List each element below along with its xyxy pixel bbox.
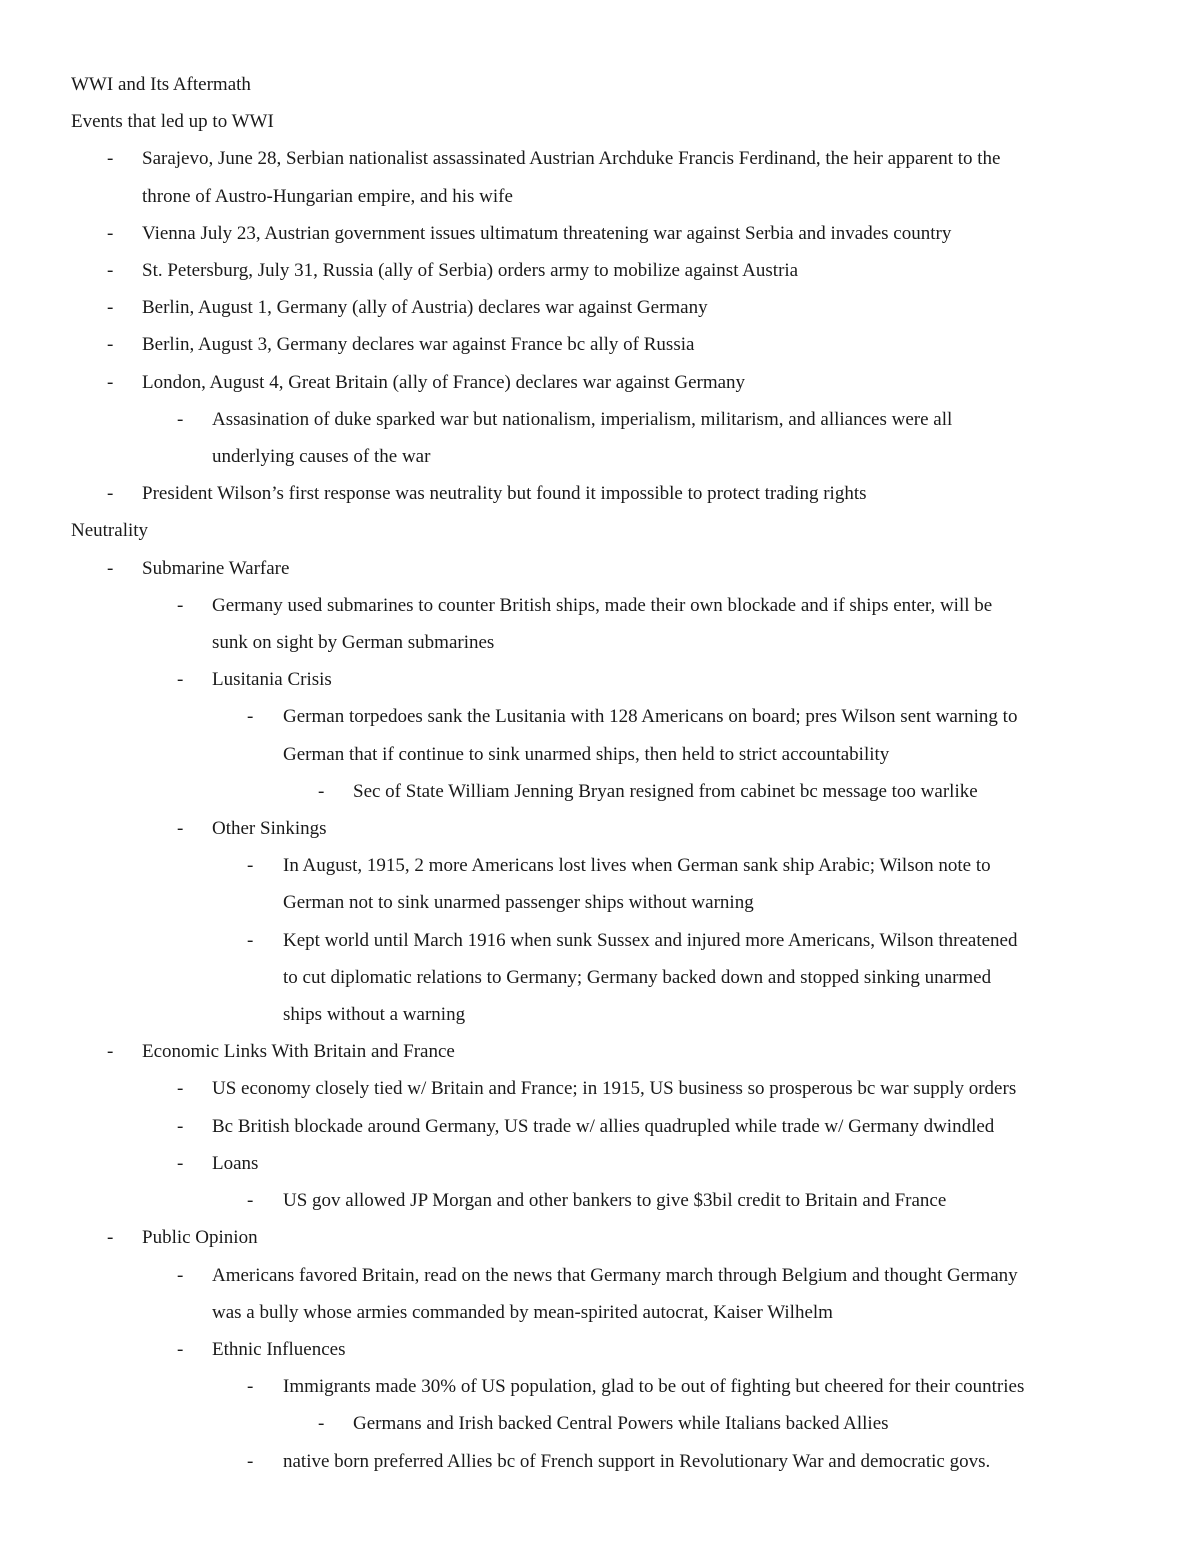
bullet-dash: - — [177, 408, 184, 430]
list-item-text: US economy closely tied w/ Britain and France; in 1915, US business so prosperous bc war supply orders — [212, 1078, 1017, 1100]
list-item-text: German torpedoes sank the Lusitania with 128 Americans on board; pres Wilson sent warning to — [283, 706, 1018, 728]
list-item-text: St. Petersburg, July 31, Russia (ally of Serbia) orders army to mobilize against Austria — [142, 260, 799, 282]
list-item-text: to cut diplomatic relations to Germany; Germany backed down and stopped sinking unarmed — [283, 966, 992, 988]
list-item — [71, 1443, 1140, 1480]
bullet-dash: - — [107, 222, 114, 244]
bullet-dash: - — [107, 557, 114, 579]
bullet-dash: - — [107, 148, 114, 170]
list-item-text: throne of Austro-Hungarian empire, and his wife — [142, 185, 513, 207]
list-item — [71, 1405, 1140, 1442]
list-item — [71, 1257, 1140, 1294]
list-item — [71, 550, 1140, 587]
list-item — [71, 1145, 1140, 1182]
section-heading-neutrality: Neutrality — [71, 520, 149, 542]
list-item — [71, 661, 1140, 698]
list-item — [71, 1368, 1140, 1405]
list-item-text: Americans favored Britain, read on the news that Germany march through Belgium and thought Germany — [212, 1264, 1018, 1286]
list-item — [71, 1033, 1140, 1070]
list-item-text: German not to sink unarmed passenger ships without warning — [283, 892, 754, 914]
list-item-text: Public Opinion — [142, 1227, 258, 1249]
list-item — [71, 215, 1140, 252]
list-item-text: Vienna July 23, Austrian government issues ultimatum threatening war against Serbia and invades country — [142, 222, 952, 244]
list-item-continuation — [71, 736, 1140, 773]
bullet-dash: - — [177, 1152, 184, 1174]
list-item-text: Germans and Irish backed Central Powers while Italians backed Allies — [353, 1413, 889, 1435]
list-item — [71, 847, 1140, 884]
list-item — [71, 922, 1140, 959]
list-item-text: was a bully whose armies commanded by mean-spirited autocrat, Kaiser Wilhelm — [212, 1301, 833, 1323]
list-item — [71, 326, 1140, 363]
list-item-text: In August, 1915, 2 more Americans lost lives when German sank ship Arabic; Wilson note to — [283, 855, 991, 877]
bullet-dash: - — [177, 1264, 184, 1286]
list-item-text: underlying causes of the war — [212, 446, 431, 468]
bullet-dash: - — [107, 334, 114, 356]
list-item-continuation — [71, 959, 1140, 996]
list-item — [71, 698, 1140, 735]
list-item-text: Assasination of duke sparked war but nationalism, imperialism, militarism, and alliances were all — [212, 408, 953, 430]
list-item-text: Submarine Warfare — [142, 557, 290, 579]
list-item — [71, 475, 1140, 512]
section-heading-events: Events that led up to WWI — [71, 111, 274, 133]
list-item — [71, 364, 1140, 401]
bullet-dash: - — [107, 297, 114, 319]
list-item-continuation — [71, 996, 1140, 1033]
bullet-dash: - — [247, 1190, 254, 1212]
bullet-dash: - — [247, 929, 254, 951]
list-item — [71, 1219, 1140, 1256]
bullet-dash: - — [107, 483, 114, 505]
list-item-text: Germany used submarines to counter British ships, made their own blockade and if ships enter, will be — [212, 594, 993, 616]
list-item-text: Bc British blockade around Germany, US trade w/ allies quadrupled while trade w/ Germany dwindled — [212, 1115, 995, 1137]
list-item-text: Kept world until March 1916 when sunk Sussex and injured more Americans, Wilson threatened — [283, 929, 1018, 951]
bullet-dash: - — [247, 1450, 254, 1472]
list-item — [71, 1108, 1140, 1145]
list-item-continuation — [71, 1294, 1140, 1331]
list-item-text: Ethnic Influences — [212, 1338, 346, 1360]
list-item-text: Economic Links With Britain and France — [142, 1041, 455, 1063]
bullet-dash: - — [247, 706, 254, 728]
list-item — [71, 140, 1140, 177]
bullet-dash: - — [318, 1413, 325, 1435]
list-item-text: Sec of State William Jenning Bryan resigned from cabinet bc message too warlike — [353, 780, 978, 802]
list-item-text: Berlin, August 3, Germany declares war against France bc ally of Russia — [142, 334, 695, 356]
bullet-dash: - — [107, 1041, 114, 1063]
list-item-text: London, August 4, Great Britain (ally of France) declares war against Germany — [142, 371, 746, 393]
list-item-text: native born preferred Allies bc of French support in Revolutionary War and democratic govs. — [283, 1450, 991, 1472]
list-item — [71, 1331, 1140, 1368]
list-item-text: President Wilson’s first response was neutrality but found it impossible to protect trading rights — [142, 483, 867, 505]
doc-title: WWI and Its Aftermath — [71, 74, 251, 95]
list-item — [71, 401, 1140, 438]
list-item-continuation — [71, 178, 1140, 215]
list-item — [71, 1070, 1140, 1107]
list-item-continuation — [71, 438, 1140, 475]
bullet-dash: - — [177, 1078, 184, 1100]
list-item-continuation — [71, 624, 1140, 661]
bullet-dash: - — [177, 594, 184, 616]
list-item-continuation — [71, 884, 1140, 921]
bullet-dash: - — [177, 669, 184, 691]
bullet-dash: - — [177, 1338, 184, 1360]
list-item-text: Loans — [212, 1152, 259, 1174]
bullet-dash: - — [247, 855, 254, 877]
list-item — [71, 773, 1140, 810]
bullet-dash: - — [107, 1227, 114, 1249]
bullet-dash: - — [247, 1376, 254, 1398]
list-item — [71, 1182, 1140, 1219]
list-item-text: ships without a warning — [283, 1004, 466, 1026]
bullet-dash: - — [107, 371, 114, 393]
list-item-text: Sarajevo, June 28, Serbian nationalist assassinated Austrian Archduke Francis Ferdinand, the heir apparent to the — [142, 148, 1001, 170]
list-item — [71, 810, 1140, 847]
list-item-text: Immigrants made 30% of US population, glad to be out of fighting but cheered for their countries — [283, 1376, 1025, 1398]
list-item-text: US gov allowed JP Morgan and other bankers to give $3bil credit to Britain and France — [283, 1190, 947, 1212]
bullet-dash: - — [177, 1115, 184, 1137]
bullet-dash: - — [177, 818, 184, 840]
list-item-text: Other Sinkings — [212, 818, 327, 840]
bullet-dash: - — [107, 260, 114, 282]
list-item-text: German that if continue to sink unarmed ships, then held to strict accountability — [283, 743, 890, 765]
list-item — [71, 289, 1140, 326]
list-item-text: sunk on sight by German submarines — [212, 632, 495, 654]
list-item-text: Lusitania Crisis — [212, 669, 332, 691]
list-item — [71, 587, 1140, 624]
list-item-text: Berlin, August 1, Germany (ally of Austria) declares war against Germany — [142, 297, 708, 319]
bullet-dash: - — [318, 780, 325, 802]
list-item — [71, 252, 1140, 289]
